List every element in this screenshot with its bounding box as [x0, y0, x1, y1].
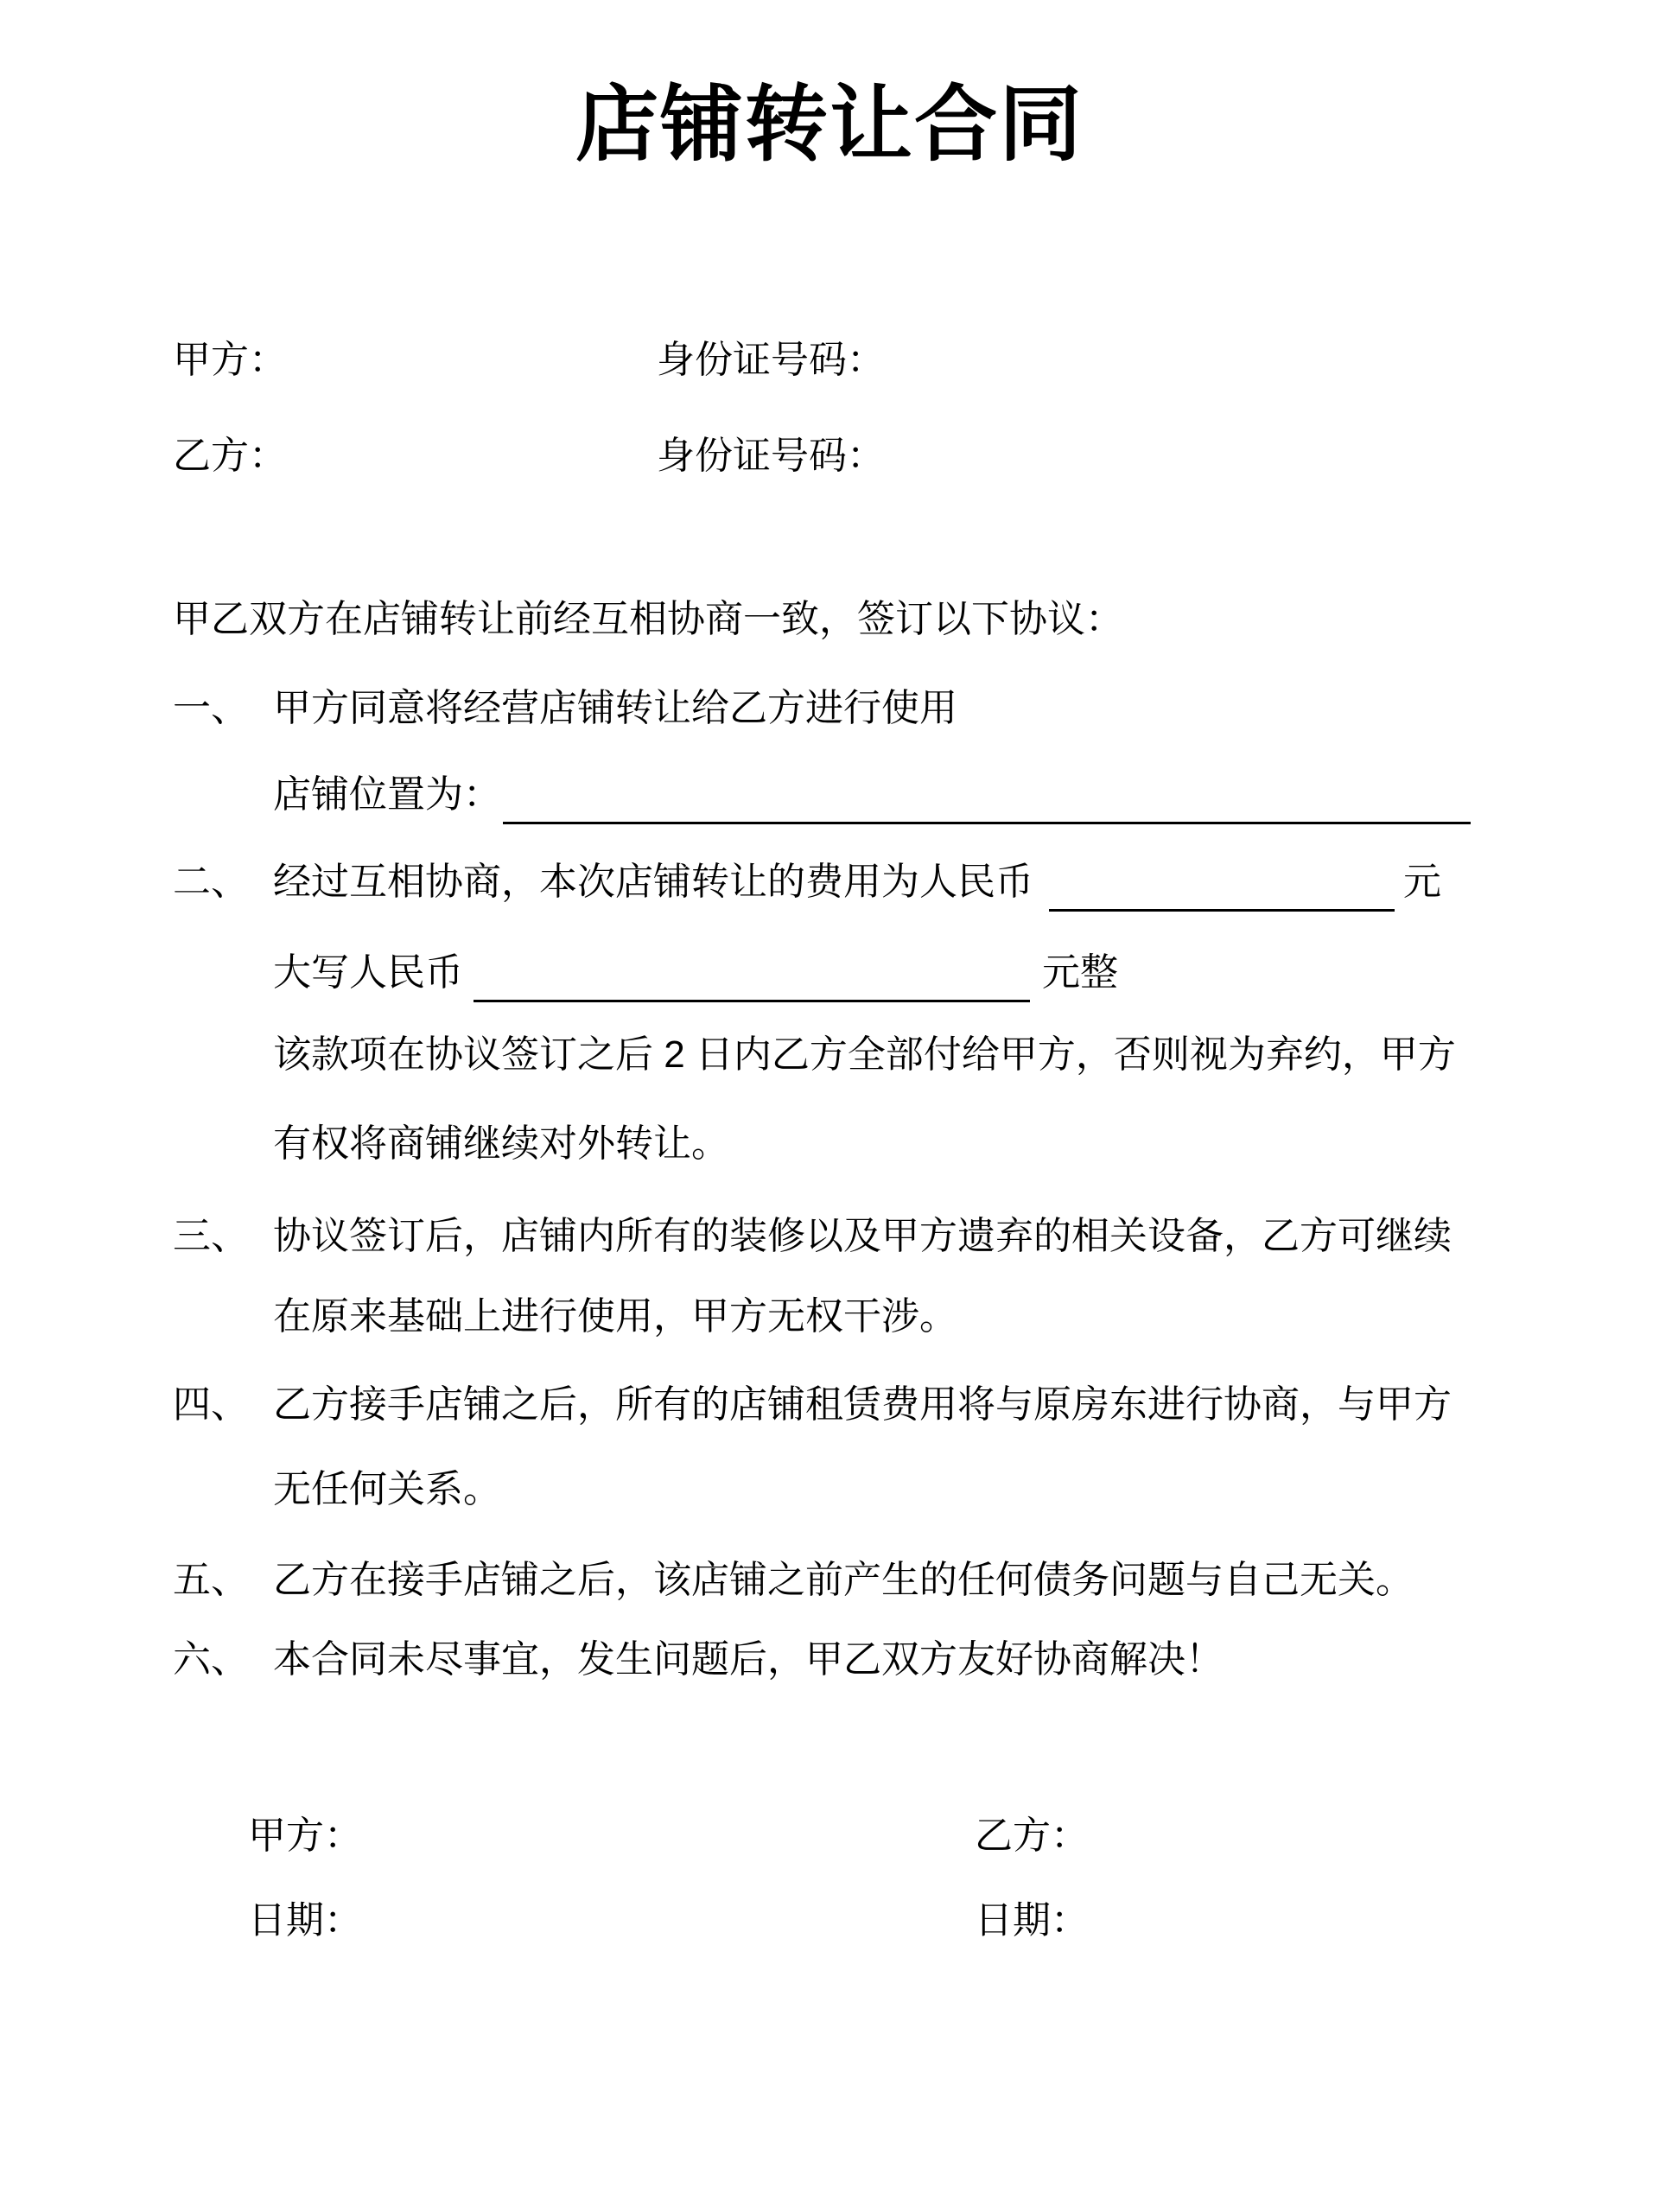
party-a-row — [173, 339, 287, 383]
clause-1-number: 一、 — [173, 687, 249, 729]
clause-4-text: 乙方接手店铺之后，所有的店铺租赁费用将与原房东进行协商，与甲方 — [273, 1383, 1452, 1426]
clause-2-line-4: 有权将商铺继续对外转让。 — [273, 1122, 729, 1165]
shop-location-label: 店铺位置为： — [273, 773, 501, 816]
signature-party-b-label: 乙方： — [975, 1815, 1089, 1857]
clause-1-location-line — [273, 773, 1471, 824]
caps-amount-label: 大写人民币 — [273, 951, 463, 994]
clause-4-number: 四、 — [173, 1383, 249, 1426]
party-a-label: 甲方： — [173, 339, 287, 381]
clause-2-line-3: 该款项在协议签订之后 2 日内乙方全部付给甲方，否则视为弃约，甲方 — [273, 1033, 1456, 1076]
fee-unit-label: 元 — [1403, 861, 1441, 903]
clause-6-number: 六、 — [173, 1638, 249, 1681]
party-b-label: 乙方： — [173, 435, 287, 477]
clause-4-line-2: 无任何关系。 — [273, 1468, 501, 1510]
clause-3-text: 协议签订后，店铺内所有的装修以及甲方遗弃的相关设备，乙方可继续 — [273, 1215, 1452, 1257]
clause-2-line-1 — [173, 861, 1441, 912]
party-a-id-label: 身份证号码： — [657, 339, 885, 381]
clause-2-number: 二、 — [173, 861, 249, 903]
shop-location-blank-line — [503, 822, 1471, 824]
party-b-row — [173, 435, 287, 479]
signature-party-a-label: 甲方： — [248, 1815, 362, 1857]
clause-2-fee-text: 经过互相协商，本次店铺转让的费用为人民币 — [273, 861, 1033, 903]
clause-5-text: 乙方在接手店铺之后，该店铺之前产生的任何债务问题与自己无关。 — [273, 1559, 1414, 1601]
clause-6-text: 本合同未尽事宜，发生问题后，甲乙双方友好协商解决！ — [273, 1638, 1224, 1681]
clause-3-line-2: 在原来基础上进行使用，甲方无权干涉。 — [273, 1295, 957, 1338]
party-b-id-label: 身份证号码： — [657, 435, 885, 477]
intro-paragraph: 甲乙双方在店铺转让前经互相协商一致，签订以下协议： — [173, 598, 1123, 640]
clause-5-line-1 — [173, 1559, 1414, 1603]
fee-amount-blank-line — [1049, 909, 1395, 912]
clause-1-text: 甲方同意将经营店铺转让给乙方进行使用 — [273, 687, 957, 729]
clause-1-line-1 — [173, 687, 957, 731]
caps-unit-label: 元整 — [1042, 951, 1118, 994]
page-title: 店铺转让合同 — [575, 79, 1084, 171]
clause-4-line-1 — [173, 1383, 1452, 1427]
signature-date-b-label: 日期： — [975, 1899, 1089, 1942]
caps-amount-blank-line — [474, 1000, 1030, 1002]
party-a-id-row — [657, 339, 885, 383]
clause-5-number: 五、 — [173, 1559, 249, 1601]
clause-3-line-1 — [173, 1215, 1452, 1259]
signature-date-a-label: 日期： — [248, 1899, 362, 1942]
clause-3-number: 三、 — [173, 1215, 249, 1257]
clause-6-line-1 — [173, 1638, 1224, 1682]
clause-2-caps-line — [273, 951, 1118, 1002]
party-b-id-row — [657, 435, 885, 479]
